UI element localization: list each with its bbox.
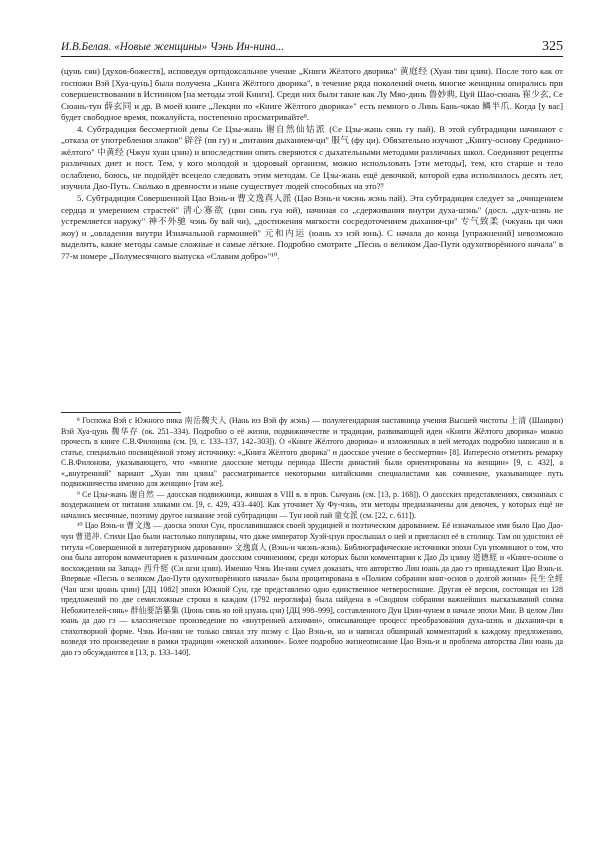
running-title: И.В.Белая. «Новые женщины» Чэнь Ин-нина... bbox=[61, 41, 285, 53]
paragraph-subtradition-4: 4. Субтрадиция бессмертной девы Се Цзы-жань 谢自然仙姑派 (Се Цзы-жань сянь гу пай). В этой субтрадиции начинают с „отказа от употребления злаков" 辟谷 (пи гу) и „питания дыханием-ци" 服气 (фу ци). Обязательно изучают „Книгу-основу Срединно-жёлтого" 中黄经 (Чжун хуан цзин) и впоследствии опять сверяются с дыхательными методами различных школ. Соединяют рецепты различных диет и пост. Тем, у кого молодой и здоровый организм, можно использовать [эти методы], тем, кто старше и тело ослаблено, боюсь, не подойдёт всецело следовать этим методам. Се Цзы-жань ещё девочкой, которой едва исполнилось десять лет, изучила Дао-Путь. Сколько в древности и ныне существует людей способных на это?⁹ bbox=[61, 123, 563, 192]
page-number: 325 bbox=[542, 39, 563, 54]
footnotes bbox=[61, 416, 563, 659]
running-header bbox=[61, 36, 563, 57]
footnote-separator bbox=[61, 412, 181, 413]
main-text bbox=[61, 66, 563, 262]
paragraph-subtradition-5: 5. Субтрадиция Совершенной Цао Вэнь-и 曹文逸真人派 (Цао Вэнь-и чжэнь жэнь пай). Эта субтрадиция следует за „очищением сердца и умерением страстей" 清心寡欲 (цин синь гуа юй), начиная со „сдерживания внутри духа-шэнь" (досл. „дух-шэнь не устремляется наружу" 神不外驰 чэнь бу вай чи), „достижения мягкости сосредоточением дыхания-ци" 专气致柔 (чжуань ци чжи жоу) и „овладения внутри Изначальной гармонией" 元和内运 (юань хэ нэй юнь). С начала до конца [упражнений] невозможно выделить, какие методы самые сложные и самые лёгкие. Подробно смотрите „Песнь о великом Дао-Пути одухотворённого начала" в 77-м номере „Полумесячного выпуска «Славим добро»"¹⁰. bbox=[61, 193, 563, 261]
paragraph-continuation: (цунь сян) [духов-божеств], исповедуя ортодоксальное учение „Книги Жёлтого дворика" 黄庭经 (Хуан тин цзин). После того как от госпожи Вэй [Хуа-цунь] была получена „Книга Жёлтого дворика", в течение ряда поколений очень многие женщины опирались при совершенствовании в Истинном [на методы этой Книги]. Среди них были такие как Лу Мяо-динь 鲁妙典, Цуй Шао-сюань 崔少玄, Се Сюань-тун 薛玄同 и др. В моей книге „Лекции по «Книге Жёлтого дворика»" есть немного о Линь Бань-чжао 鳞半爪. Когда [у вас] будет свободное время, пожалуйста, постепенно просматривайте⁸. bbox=[61, 66, 563, 123]
footnote-10: ¹⁰ Цао Вэнь-и 曹文逸 — даоска эпохи Сун, прославившаяся своей эрудицией и поэтическим дарованием. Её изначальное имя было Цао Дао-чун 曹道冲. Стихи Цао были настолько популярны, что даже император Хуэй-цзун прослышал о ней и пригласил её в столицу. Там он удостоил её титула «Совершенной в литературном даровании» 文逸真人 (Вэнь-и чжэнь-жэнь). Библиографические источники эпохи Сун упоминают о том, что она была автором комментариев к различным даосским сочинениям, среди которых были комментарии к Дао Дэ цзину 道德經 и «Книге-основе о восхождении на Запад» 西升經 (Си шэн цзин). Именно Чэнь Ин-нин сумел доказать, что авторство Лин юань да дао гэ принадлежит Цао Вэнь-и. Впервые «Песнь о великом Дао-Пути одухотворённого начала» была процитирована в «Полном собрании книг-основ о долгой жизни» 長生全經 (Чан шэн цюань цзин) [ДЦ 1082] эпохи Южной Сун, где представлено одно единственное четверостишие. Другая её версия, состоящая из 128 предложений по две семисложные строки в каждом (1792 иероглифа) была найдена в «Сводном собрании важнейших высказываний сонма Небожителей-сянь» 群仙要語纂集 (Цюнь сянь яо юй цзуань цзи) [ДЦ 998–999], составленного Дун Цзин-чунем в начале эпохи Мин. В целом Лин юань да дао гэ — классическое произведение по «внутренней алхимии», описывающее процесс преобразования духа-шэнь и дыхания-ци в стихотворной форме. Чэнь Ин-нин не только связал эту поэму с Цао Вэнь-и, но и написал обширный комментарий к каждому предложению, возведя это произведение в рамки традиции «женской алхимии». Более подробно жизнеописание Цао Вэнь-и и проблема авторства Лин юань да дао гэ обсуждаются в [13, р. 133–140]. bbox=[61, 521, 563, 658]
footnote-8: ⁸ Госпожа Вэй с Южного пика 南岳魏夫人 (Нань юэ Вэй фу жэнь) — полулегендарная наставница учения Высшей чистоты 上清 (Шанцин) Вэй Хуа-цунь 魏华存 (ок. 251–334). Подробно о её жизни, подвижничестве и традиции, развивающей идеи «Книги Жёлтого дворика» можно прочесть в книге С.В.Филонова (см. [9, с. 133–137, 142–303]). О «Книге Жёлтого дворика» и изложенных в ней методах подробно написано и в статье, специально посвящённой этому источнику: «„Книга Жёлтого дворика" и даосское учение о бессмертии» [8]. Интересно отметить ремарку С.В.Филонова, указывающего, что «многие даосские методы периода Шести династий были ориентированы на женщин» [9, с. 432], а «„внутренний" вариант „Хуан тин цзина" рассматривается некоторыми китайскими специалистами как сочинение, указывающее путь подвижничества именно для женщин» [там же]. bbox=[61, 416, 563, 489]
footnote-9: ⁹ Се Цзы-жань 谢自然 — даосская подвижница, жившая в VIII в. в пров. Сычуань (см. [13, р. 168]). О даосских представлениях, связанных с воздержанием от питания злаками см. [9, с. 429, 433–440]. Как уточняет Ху Фу-чэнь, эти методы предназначены для девочек, у которых ещё не начались месячные, поэтому другое название этой субтрадиции — Тун нюй пай 童女派 (см. [22, с. 611]). bbox=[61, 489, 563, 520]
